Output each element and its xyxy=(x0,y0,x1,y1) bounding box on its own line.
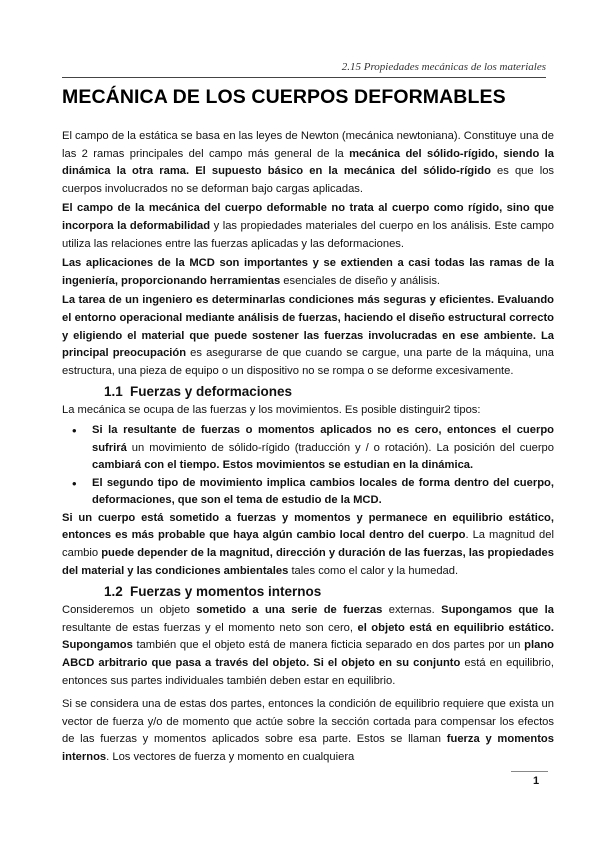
page-title: MECÁNICA DE LOS CUERPOS DEFORMABLES xyxy=(62,86,506,108)
intro-paragraph-3 xyxy=(62,255,554,290)
bullet-item-1 xyxy=(92,422,554,475)
text-run: esenciales de diseño y análisis. xyxy=(280,274,441,287)
text-run: . Los vectores de fuerza y momento en cualquiera xyxy=(106,751,355,763)
bold-run: Supongamos que la xyxy=(441,604,554,617)
section-1-2-paragraph-2 xyxy=(62,696,554,766)
text-run: tales como el calor y la humedad. xyxy=(288,564,459,577)
section-title: Fuerzas y momentos internos xyxy=(130,584,322,600)
document-body xyxy=(62,128,554,769)
section-title: Fuerzas y deformaciones xyxy=(130,384,293,400)
section-number: 1.1 xyxy=(104,384,123,400)
footer-rule xyxy=(511,771,548,772)
bullet-list xyxy=(62,422,554,510)
text-run: está en equilibrio, entonces sus partes individuales también deben estar en equilibrio. xyxy=(62,657,554,687)
bold-run: plano ABCD arbitrario que pasa a través del objeto. Si el objeto en su conjunto xyxy=(62,639,554,670)
bold-run: Si un cuerpo está sometido a fuerzas y momentos y permanece en equilibrio estático, entonces es más probable que haya algún cambio local dentro del cuerpo xyxy=(62,511,554,542)
text-run: también que el objeto está de manera ficticia separado en dos partes por un xyxy=(132,639,525,652)
running-header: 2.15 Propiedades mecánicas de los materiales xyxy=(341,61,546,73)
page-number: 1 xyxy=(533,775,540,787)
section-number: 1.2 xyxy=(104,584,123,600)
intro-paragraph-1 xyxy=(62,128,554,198)
bold-run: sometido a una serie de fuerzas xyxy=(196,604,383,617)
text-run: . La magnitud del cambio xyxy=(62,529,554,560)
bold-run: cambiará con el tiempo. Estos movimientos se estudian en la dinámica. xyxy=(92,459,474,472)
section-heading-1-2 xyxy=(62,582,554,602)
intro-paragraph-2 xyxy=(62,200,554,253)
text-run: es asegurarse de que cuando se cargue, una parte de la máquina, una estructura, una pieza de equipo o un dispositivo no se rompa o se deforme excesivamente. xyxy=(62,347,554,377)
text-run: Si se considera una de estas dos partes, entonces la condición de equilibrio requiere que exista un vector de fuerza y/o de momento que actúe sobre la sección cortada para compensar los efectos de las fuerzas y momentos aplicados sobre esa parte. Estos se llaman xyxy=(62,698,554,746)
intro-paragraph-4 xyxy=(62,292,554,380)
bold-run: Si la resultante de fuerzas o momentos aplicados no es cero, entonces el cuerpo sufrirá xyxy=(92,423,554,454)
text-run: resultante de estas fuerzas y el momento neto son cero, xyxy=(62,621,358,634)
header-rule xyxy=(62,77,546,78)
bold-run: el objeto está en equilibrio estático. Supongamos xyxy=(62,621,554,652)
bold-run: puede depender de la magnitud, dirección y duración de las fuerzas, las propiedades del material y las condiciones ambientales xyxy=(62,547,554,577)
bullet-item-2 xyxy=(92,475,554,510)
text-run: Consideremos un objeto xyxy=(62,604,197,617)
bold-run: El campo de la mecánica del cuerpo deformable no trata al cuerpo como rígido, sino que incorpora la deformabilidad xyxy=(62,202,554,232)
section-1-1-lead: La mecánica se ocupa de las fuerzas y los movimientos. Es posible distinguir2 tipos: xyxy=(62,404,481,417)
bold-run: El segundo tipo de movimiento implica cambios locales de forma dentro del cuerpo, deformaciones, que son el tema de estudio de la MCD. xyxy=(92,476,554,507)
section-1-1-paragraph xyxy=(62,510,554,580)
text-run: El campo de la estática se basa en las leyes de Newton (mecánica newtoniana). Constituye una de las 2 ramas principales del campo más general de la xyxy=(62,130,554,160)
section-1-2-paragraph-1 xyxy=(62,602,554,690)
bold-run: La tarea de un ingeniero es determinarlas condiciones más seguras y eficientes. Evaluando el entorno operacional mediante análisis de fuerzas, haciendo el diseño estructural correcto y eligiendo el material que puede sostener las fuerzas involucradas en ese ambiente. La principal preocupación xyxy=(62,294,554,360)
bold-run: Las aplicaciones de la MCD son importantes y se extienden a casi todas las ramas de la ingeniería, proporcionando herramientas xyxy=(62,257,554,287)
text-run: y las propiedades materiales del cuerpo en los análisis. Este campo utiliza las relaciones entre las fuerzas aplicadas y las deformaciones. xyxy=(62,219,554,250)
bold-run: mecánica del sólido-rígido, siendo la dinámica la otra rama. El supuesto básico en la mecánica del sólido-rígido xyxy=(62,147,554,178)
bold-run: fuerza y momentos internos xyxy=(62,733,554,763)
text-run: es que los cuerpos involucrados no se deforman bajo cargas aplicadas. xyxy=(62,165,555,195)
section-heading-1-1 xyxy=(62,382,554,402)
text-run: externas. xyxy=(382,604,442,617)
text-run: un movimiento de sólido-rígido (traducción y / o rotación). La posición del cuerpo xyxy=(126,441,554,454)
